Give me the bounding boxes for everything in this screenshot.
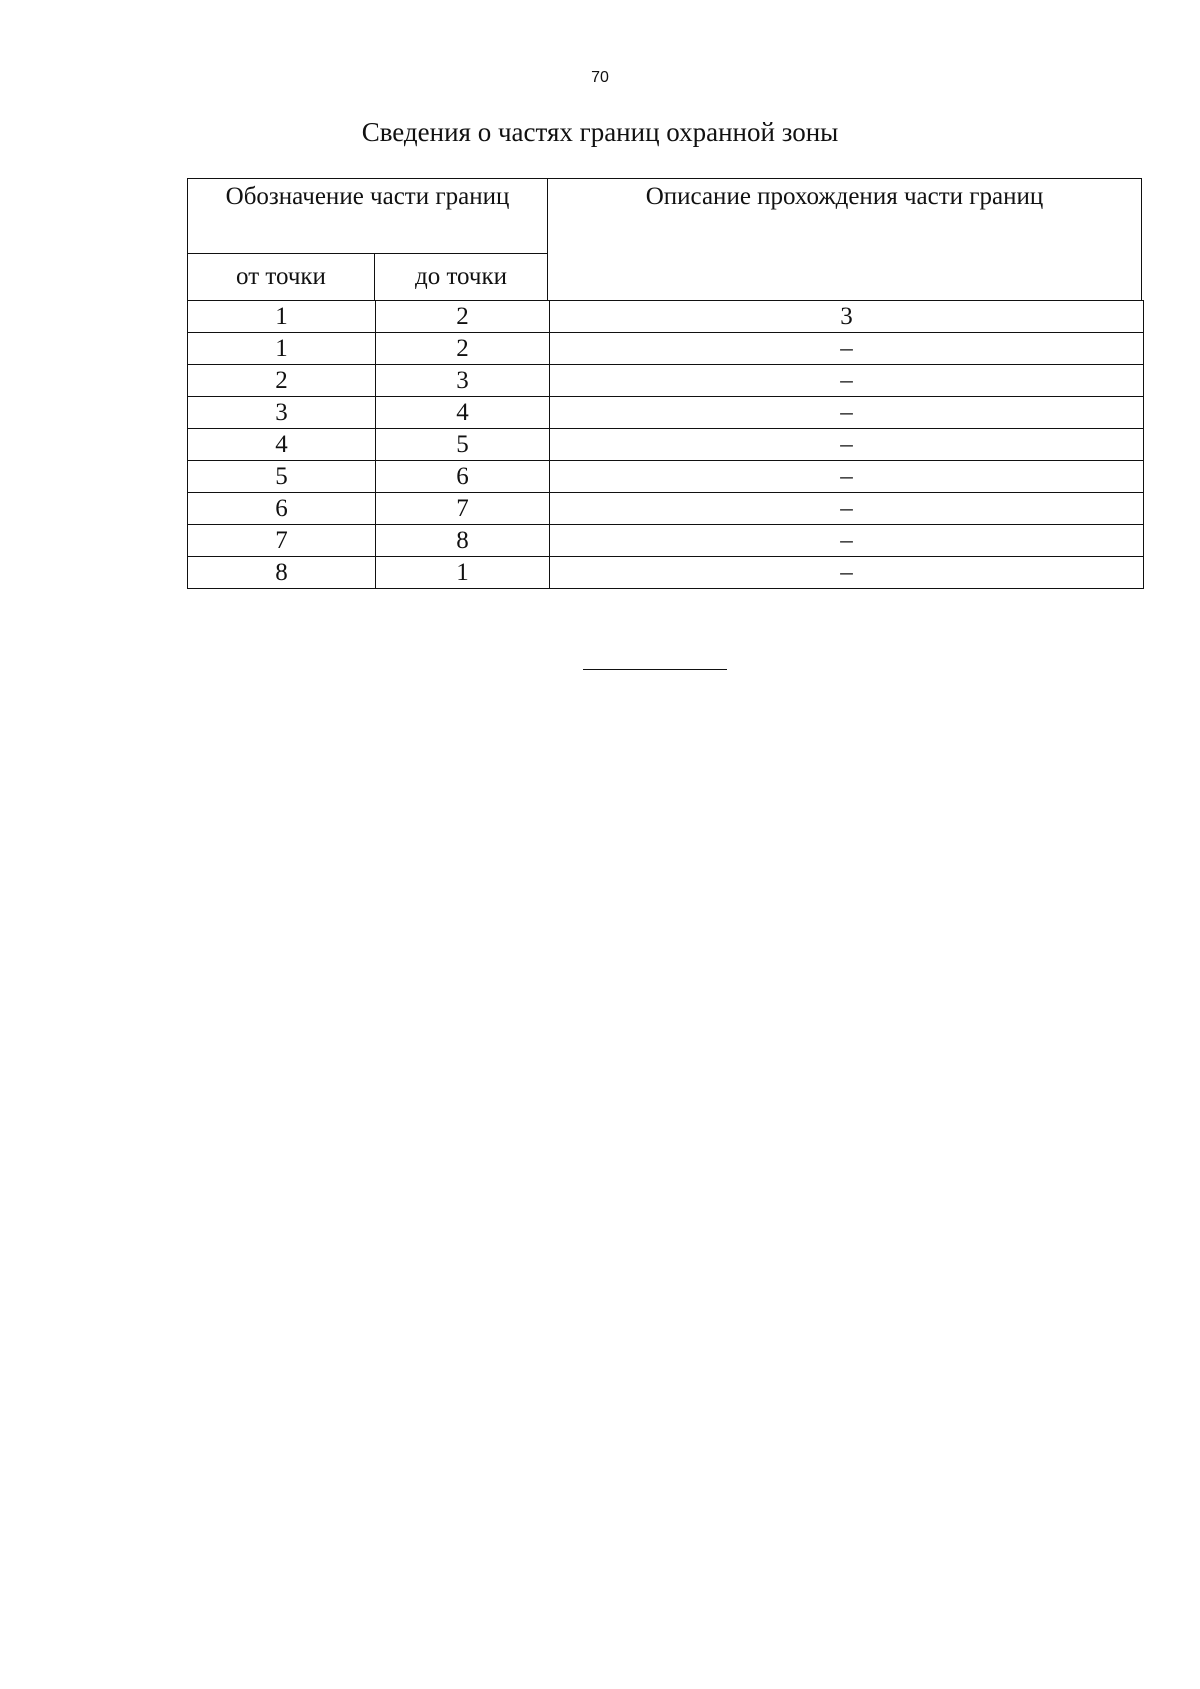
column-number-2: 2 — [376, 301, 550, 333]
table-row — [188, 557, 1144, 589]
from-point-cell: 3 — [188, 397, 376, 429]
table-row — [188, 429, 1144, 461]
description-cell: – — [550, 557, 1144, 589]
column-number-1: 1 — [188, 301, 376, 333]
from-point-cell: 8 — [188, 557, 376, 589]
from-point-cell: 5 — [188, 461, 376, 493]
table-header — [187, 178, 1142, 301]
description-cell: – — [550, 397, 1144, 429]
page-number: 70 — [591, 69, 609, 86]
from-point-cell: 2 — [188, 365, 376, 397]
header-boundary-description: Описание прохождения части границ — [548, 179, 1142, 301]
table-row — [188, 525, 1144, 557]
description-cell: – — [550, 333, 1144, 365]
to-point-cell: 7 — [376, 493, 550, 525]
table-row — [188, 365, 1144, 397]
description-cell: – — [550, 365, 1144, 397]
to-point-cell: 3 — [376, 365, 550, 397]
column-number-3: 3 — [550, 301, 1144, 333]
description-cell: – — [550, 525, 1144, 557]
header-from-point: от точки — [188, 254, 375, 301]
to-point-cell: 1 — [376, 557, 550, 589]
boundary-parts-table — [187, 300, 1144, 589]
to-point-cell: 6 — [376, 461, 550, 493]
from-point-cell: 4 — [188, 429, 376, 461]
table-row — [188, 397, 1144, 429]
to-point-cell: 8 — [376, 525, 550, 557]
to-point-cell: 2 — [376, 333, 550, 365]
table-row — [188, 461, 1144, 493]
header-to-point: до точки — [375, 254, 548, 301]
description-cell: – — [550, 461, 1144, 493]
from-point-cell: 1 — [188, 333, 376, 365]
from-point-cell: 7 — [188, 525, 376, 557]
column-number-row — [188, 301, 1144, 333]
from-point-cell: 6 — [188, 493, 376, 525]
header-boundary-designation: Обозначение части границ — [188, 179, 548, 254]
to-point-cell: 5 — [376, 429, 550, 461]
description-cell: – — [550, 429, 1144, 461]
end-of-document-rule — [583, 669, 727, 670]
document-title: Сведения о частях границ охранной зоны — [361, 117, 839, 147]
description-cell: – — [550, 493, 1144, 525]
table-row — [188, 333, 1144, 365]
to-point-cell: 4 — [376, 397, 550, 429]
table-row — [188, 493, 1144, 525]
